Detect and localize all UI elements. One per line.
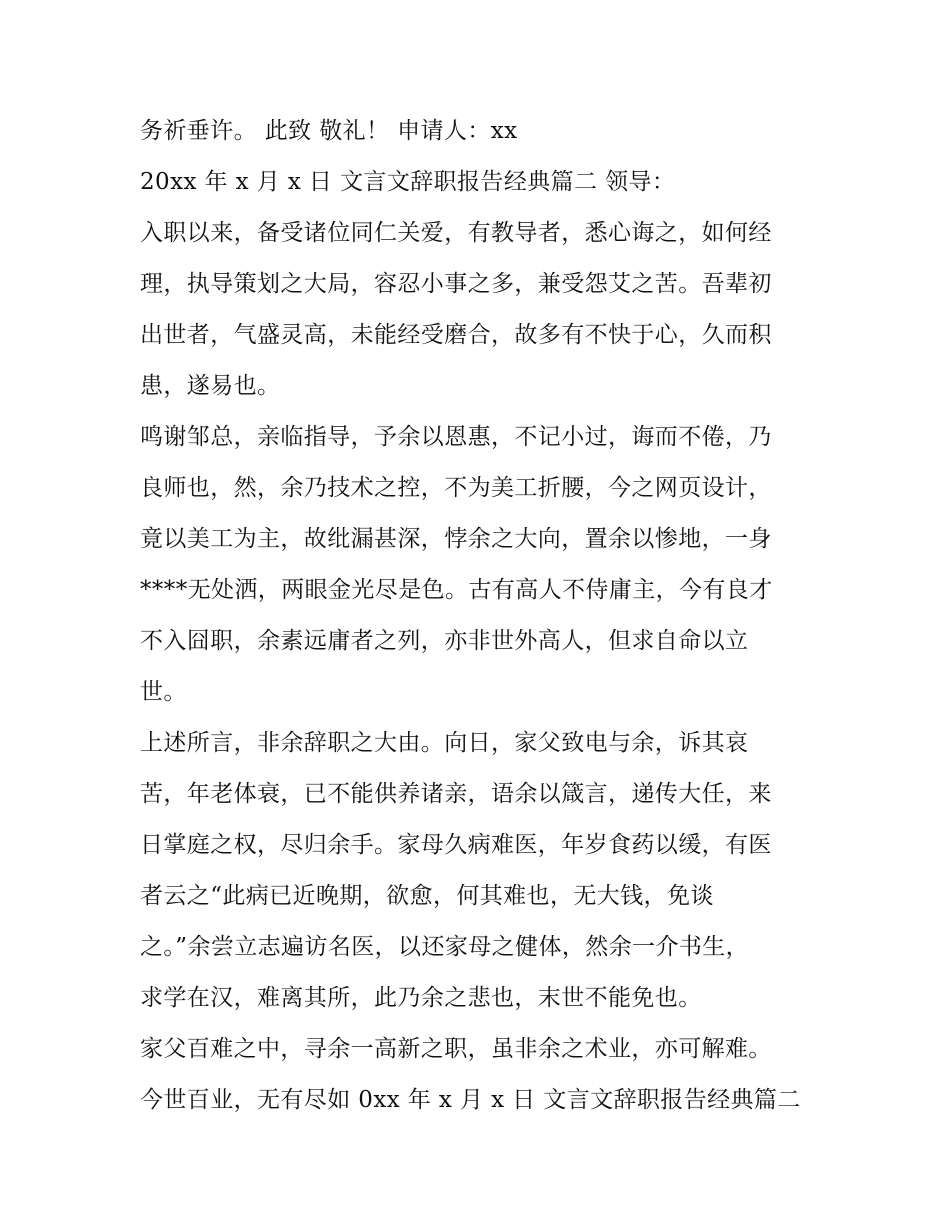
text-line: 不入囧职，余素远庸者之列，亦非世外高人，但求自命以立 — [140, 628, 749, 654]
text-line: 患，遂易也。 — [140, 373, 281, 399]
text-line: 入职以来，备受诸位同仁关爱，有教导者，悉心诲之，如何经 — [140, 220, 772, 246]
text-line: 者云之“此病已近晚期，欲愈，何其难也，无大钱，免谈 — [140, 883, 714, 909]
document-body — [140, 106, 820, 1126]
text-line: 苦，年老体衰，已不能供养诸亲，语余以箴言，递传大任，来 — [140, 781, 772, 807]
text-line: 出世者，气盛灵高，未能经受磨合，故多有不快于心，久而积 — [140, 322, 772, 348]
text-line: 之。”余尝立志遍访名医，以还家母之健体，然余一介书生， — [140, 934, 750, 960]
text-line: 求学在汉，难离其所，此乃余之悲也，末世不能免也。 — [140, 985, 702, 1011]
text-line: 鸣谢邹总，亲临指导，予余以恩惠，不记小过，诲而不倦，乃 — [140, 424, 772, 450]
text-line: 理，执导策划之大局，容忍小事之多，兼受怨艾之苦。吾辈初 — [140, 271, 772, 297]
text-line: ****无处洒，两眼金光尽是色。古有高人不侍庸主，今有良才 — [140, 577, 773, 603]
text-line: 竟以美工为主，故纰漏甚深，悖余之大向，置余以惨地，一身 — [140, 526, 772, 552]
text-line: 务祈垂许。 此致 敬礼！ 申请人：xx — [140, 118, 518, 144]
text-line: 20xx 年 x 月 x 日 文言文辞职报告经典篇二 领导： — [140, 169, 676, 195]
text-line: 上述所言，非余辞职之大由。向日，家父致电与余，诉其哀 — [140, 730, 749, 756]
text-line: 家父百难之中，寻余一高新之职，虽非余之术业，亦可解难。 — [140, 1036, 772, 1062]
text-line: 日掌庭之权，尽归余手。家母久病难医，年岁食药以缓，有医 — [140, 832, 772, 858]
text-line: 今世百业，无有尽如 0xx 年 x 月 x 日 文言文辞职报告经典篇二 — [140, 1087, 801, 1113]
text-line: 良师也，然，余乃技术之控，不为美工折腰，今之网页设计， — [140, 475, 772, 501]
text-line: 世。 — [140, 679, 187, 705]
